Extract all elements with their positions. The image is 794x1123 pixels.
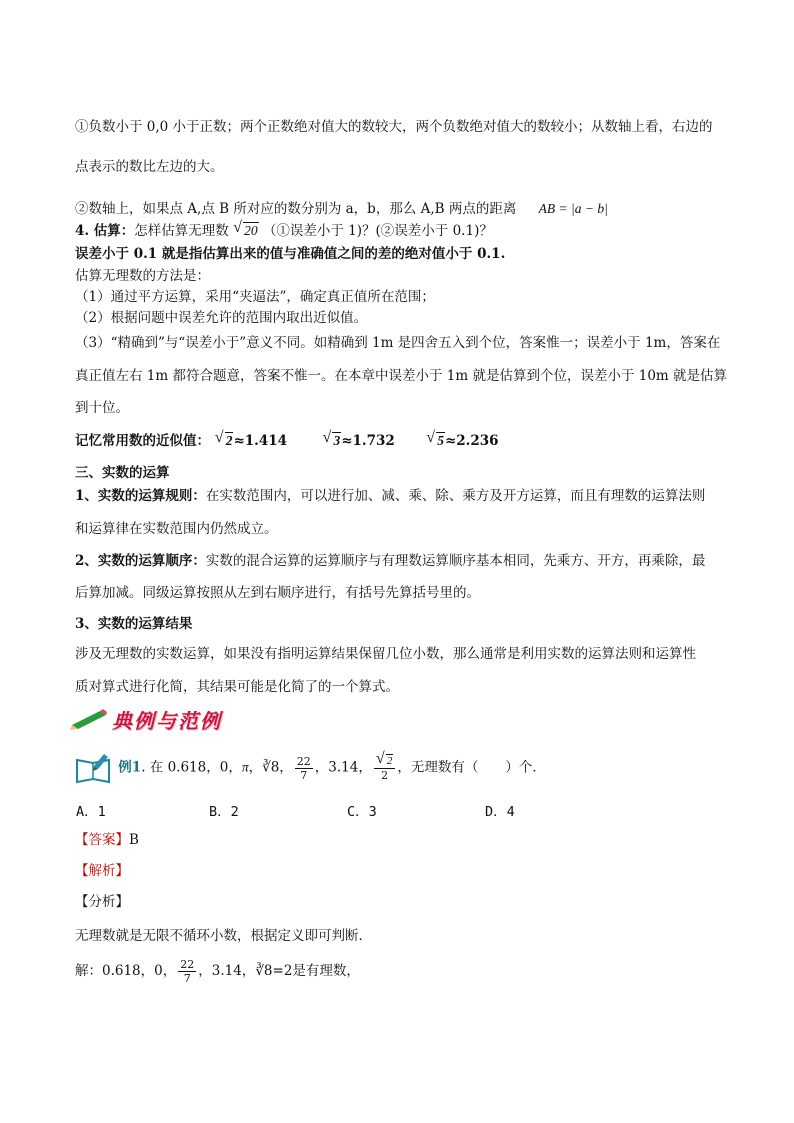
paragraph-compare-rule-cont: 点表示的数比左边的大。 — [75, 159, 224, 175]
method-2: （2）根据问题中误差允许的范围内取出近似值。 — [75, 310, 368, 326]
rule-3-cont: 质对算式进行化简，其结果可能是化简了的一个算式。 — [75, 679, 399, 695]
method-1: （1）通过平方运算，采用“夹逼法”，确定真正值所在范围； — [75, 289, 435, 305]
example-1: 例1. 在 0.618，0，π，∛8， $\frac{22}{7}$ ，3.14， √ $\frac{2}{2}$ ，无理数有（ ）个． — [74, 752, 546, 784]
choice-c: C．3 — [347, 804, 377, 820]
fraction-sqrt2-2: √ $\frac{2}{2}$ — [374, 754, 396, 782]
examples-banner — [70, 705, 222, 733]
estimation-note: 误差小于 0.1 就是指估算出来的值与准确值之间的差的绝对值小于 0.1. — [75, 246, 506, 262]
choice-a: A．1 — [76, 804, 106, 820]
rule-2: 2、实数的运算顺序：实数的混合运算的运算顺序与有理数运算顺序基本相同，先乘方、开方，再乘除，最 — [75, 553, 706, 569]
method-3-cont: 真正值左右 1m 都符合题意，答案不惟一。在本章中误差小于 1m 就是估算到个位，误差小于 10m 就是估算 — [75, 368, 728, 384]
answer: 【答案】B — [75, 832, 139, 848]
method-3-end: 到十位。 — [75, 400, 129, 416]
rule-1: 1、实数的运算规则：在实数范围内，可以进行加、减、乘、除、乘方及开方运算，而且有理数的运算法则 — [75, 488, 706, 504]
fraction-22-7-solution: $\frac{22}{7}$ — [180, 958, 195, 985]
book-pen-icon — [74, 752, 114, 784]
fraction-22-7: $\frac{22}{7}$ — [296, 754, 311, 782]
sqrt-3: √ 3 — [323, 431, 341, 451]
paragraph-compare-rule: ①负数小于 0,0 小于正数；两个正数绝对值大的数较大，两个负数绝对值大的数较小；从数轴上看，右边的 — [75, 119, 713, 135]
answer-label: 【答案】 — [75, 832, 129, 848]
rule-3: 涉及无理数的实数运算，如果没有指明运算结果保留几位小数，那么通常是利用实数的运算法则和运算性 — [75, 646, 696, 662]
fenxi-text: 无理数就是无限不循环小数，根据定义即可判断． — [75, 928, 372, 944]
sqrt-20: √ 20 — [234, 221, 259, 241]
rule-3-title: 3、实数的运算结果 — [75, 616, 193, 632]
distance-formula: AB = |a − b| — [538, 201, 608, 216]
section-3-title: 三、实数的运算 — [75, 465, 170, 481]
memo-approximations: 记忆常用数的近似值： √ 2≈1.414 √ 3≈1.732 √ 5≈2.236 — [75, 431, 499, 451]
sqrt-2: √ 2 — [216, 431, 234, 451]
fenxi-label: 【分析】 — [75, 894, 129, 910]
choice-b: B．2 — [209, 804, 239, 820]
examples-banner-title: 典例与范例 — [112, 708, 222, 733]
paragraph-distance: ②数轴上，如果点 A,点 B 所对应的数分别为 a，b，那么 A,B 两点的距离 AB = |a − b| — [75, 201, 608, 217]
analysis-label: 【解析】 — [75, 863, 129, 879]
sqrt-5: √ 5 — [427, 431, 445, 451]
rule-1-cont: 和运算律在实数范围内仍然成立。 — [75, 521, 278, 537]
solution: 解：0.618，0， $\frac{22}{7}$ ，3.14，∛8=2是有理数， — [75, 958, 360, 985]
example-label: 例1 — [118, 759, 142, 776]
pencil-icon — [70, 707, 108, 731]
method-3: （3）“精确到”与“误差小于”意义不同。如精确到 1m 是四舍五入到个位，答案惟一；误差小于 1m，答案在 — [75, 335, 721, 351]
choice-d: D．4 — [485, 804, 515, 820]
method-title: 估算无理数的方法是： — [75, 268, 210, 284]
rule-2-cont: 后算加减。同级运算按照从左到右顺序进行，有括号先算括号里的。 — [75, 585, 480, 601]
estimation-question: 4. 估算：怎样估算无理数 √ 20 （①误差小于 1)？(②误差小于 0.1)？ — [75, 221, 493, 241]
